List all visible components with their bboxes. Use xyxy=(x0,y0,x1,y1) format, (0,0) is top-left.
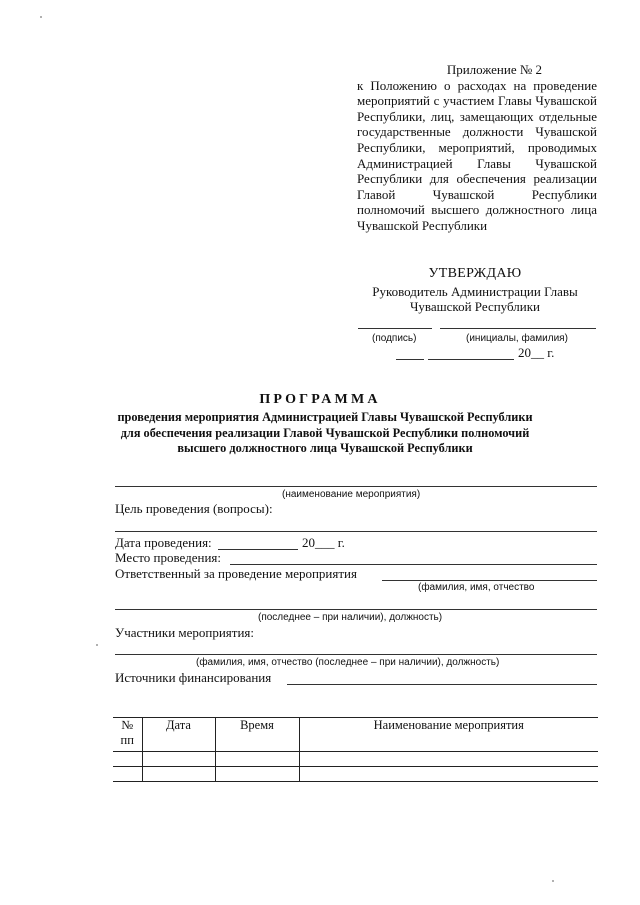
participants-caption: (фамилия, имя, отчество (последнее – при наличии), должность) xyxy=(196,657,500,668)
program-subtitle-line-2: для обеспечения реализации Главой Чувашской Республики полномочий xyxy=(120,425,530,440)
table-row xyxy=(113,752,598,767)
name-line xyxy=(440,328,596,329)
date-label: Дата проведения: xyxy=(115,535,212,550)
approval-line-1: Руководитель Администрации Главы xyxy=(372,283,578,299)
responsible-caption-1: (фамилия, имя, отчество xyxy=(418,582,535,593)
participants-label: Участники мероприятия: xyxy=(115,625,255,640)
header-date: Дата xyxy=(142,718,215,752)
table-row xyxy=(113,767,598,782)
header-event-name: Наименование мероприятия xyxy=(299,718,598,752)
participants-line xyxy=(115,654,597,655)
program-subtitle xyxy=(105,410,545,457)
month-line xyxy=(428,359,514,360)
responsible-label: Ответственный за проведение мероприятия xyxy=(115,566,357,581)
appendix-block xyxy=(357,62,597,234)
responsible-line-2 xyxy=(115,609,597,610)
table-header-row xyxy=(113,718,598,752)
responsible-caption-2: (последнее – при наличии), должность) xyxy=(258,612,443,623)
approval-block xyxy=(355,266,595,315)
purpose-line xyxy=(115,531,597,532)
program-subtitle-line-3: высшего должностного лица Чувашской Республики xyxy=(177,441,473,455)
program-title: ПРОГРАММА xyxy=(259,392,381,407)
program-table xyxy=(113,717,598,782)
scan-speck xyxy=(552,880,554,882)
signature-line xyxy=(358,328,432,329)
responsible-line xyxy=(382,580,597,581)
purpose-label: Цель проведения (вопросы): xyxy=(115,501,273,516)
program-subtitle-line-1: проведения мероприятия Администрацией Главы Чувашской Республики xyxy=(117,410,533,424)
appendix-body: к Положению о расходах на проведение мероприятий с участием Главы Чувашской Республики, лиц, замещающих отдельные государственные должности Чувашской Республики, мероприятий, проводимых Администрацией Главы Чувашской Республики для обеспечения реализации Главой Чувашской Республики полномочий высшего должностного лица Чувашской Республики xyxy=(357,77,597,233)
funding-label: Источники финансирования xyxy=(115,670,272,685)
place-label: Место проведения: xyxy=(115,550,222,565)
scan-speck xyxy=(96,644,98,646)
event-name-caption: (наименование мероприятия) xyxy=(282,489,421,500)
approval-date-year: 20__ г. xyxy=(518,345,555,360)
header-number: № пп xyxy=(113,718,142,752)
signature-caption: (подпись) xyxy=(372,333,417,344)
appendix-title: Приложение № 2 xyxy=(446,62,542,77)
approval-line-2: Чувашской Республики xyxy=(409,299,541,314)
day-line xyxy=(396,359,424,360)
name-caption: (инициалы, фамилия) xyxy=(466,333,568,344)
date-year: 20___ г. xyxy=(302,535,345,550)
date-line xyxy=(218,549,298,550)
approval-heading: УТВЕРЖДАЮ xyxy=(428,266,522,281)
funding-line xyxy=(287,684,597,685)
event-name-line xyxy=(115,486,597,487)
scan-speck xyxy=(40,16,42,18)
place-line xyxy=(230,564,597,565)
header-time: Время xyxy=(215,718,299,752)
